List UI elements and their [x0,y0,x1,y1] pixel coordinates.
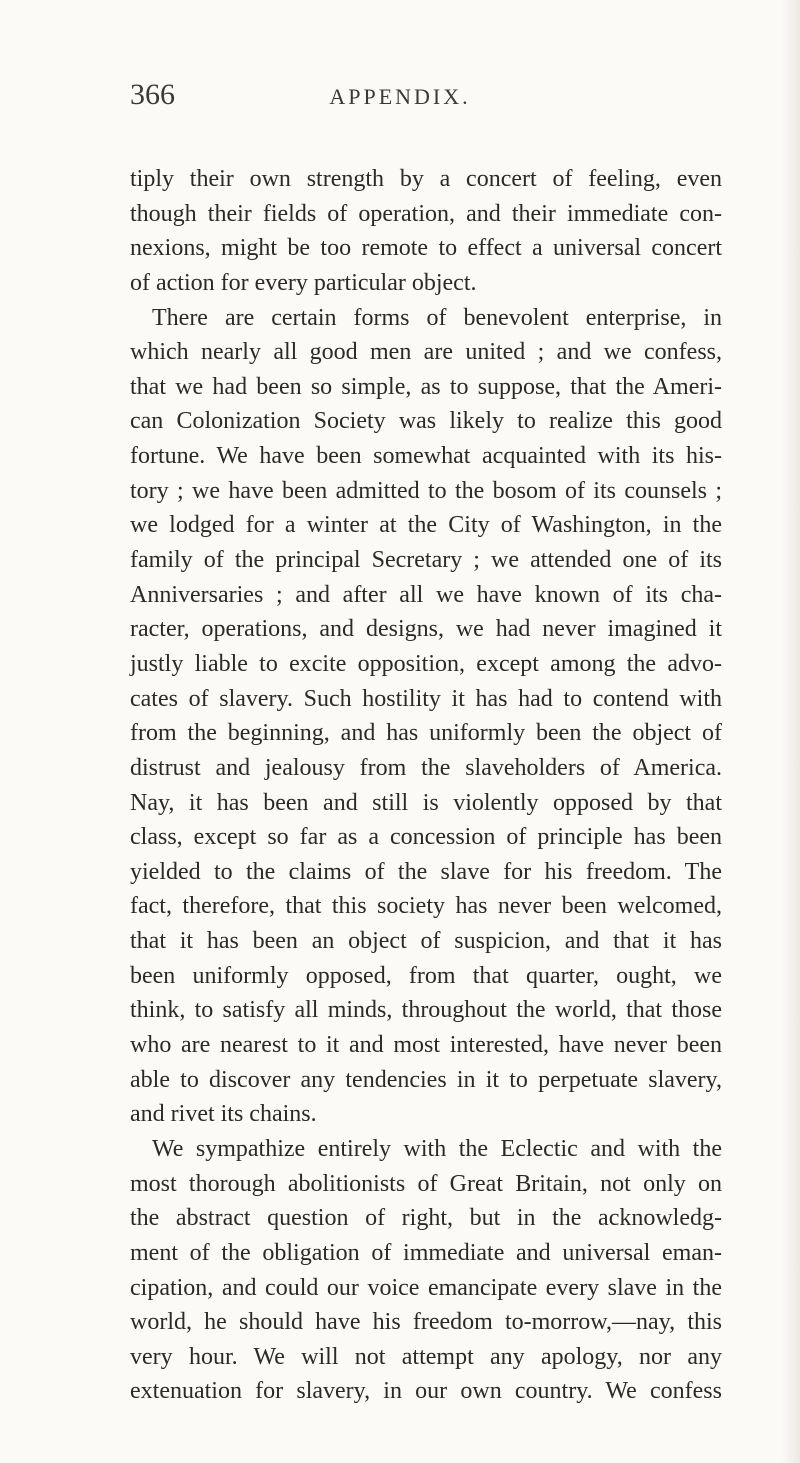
text-line: we lodged for a winter at the City of Washington, in the [130,512,722,539]
text-line: which nearly all good men are united ; and we confess, [130,339,722,366]
text-line: fact, therefore, that this society has never been welcomed, [130,893,722,920]
text-line: We sympathize entirely with the Eclectic and with the [152,1135,722,1162]
text-line: of action for every particular object. [130,269,477,296]
text-line: extenuation for slavery, in our own country. We confess [130,1378,722,1405]
text-line: cates of slavery. Such hostility it has had to contend with [130,685,722,712]
text-line: ment of the obligation of immediate and universal eman- [130,1239,722,1266]
text-line: been uniformly opposed, from that quarter, ought, we [130,962,722,989]
text-line: nexions, might be too remote to effect a universal concert [130,235,722,262]
text-line: who are nearest to it and most interested, have never been [130,1032,722,1059]
text-line: tory ; we have been admitted to the bosom of its counsels ; [130,477,722,504]
text-line: think, to satisfy all minds, throughout the world, that those [130,997,722,1024]
text-line: racter, operations, and designs, we had never imagined it [130,616,722,643]
text-line: There are certain forms of benevolent enterprise, in [152,304,722,331]
running-head: APPENDIX. [329,84,471,109]
text-line: family of the principal Secretary ; we attended one of its [130,547,722,574]
text-line: from the beginning, and has uniformly been the object of [130,720,722,747]
text-line: fortune. We have been somewhat acquainted with its his- [130,443,722,470]
text-line: world, he should have his freedom to-morrow,—nay, this [130,1309,722,1336]
text-line: though their fields of operation, and their immediate con- [130,200,722,227]
text-line: Anniversaries ; and after all we have known of its cha- [130,581,722,608]
text-line: yielded to the claims of the slave for his freedom. The [130,858,722,885]
text-line: the abstract question of right, but in the acknowledg- [130,1205,722,1232]
text-line: most thorough abolitionists of Great Britain, not only on [130,1170,722,1197]
text-line: that it has been an object of suspicion, and that it has [130,928,722,955]
text-line: and rivet its chains. [130,1101,317,1128]
page-edge-shadow [782,0,800,1463]
text-line: can Colonization Society was likely to realize this good [130,408,722,435]
text-line: class, except so far as a concession of principle has been [130,824,722,851]
text-line: very hour. We will not attempt any apology, nor any [130,1343,722,1370]
text-line: justly liable to excite opposition, except among the advo- [130,650,722,677]
text-line: able to discover any tendencies in it to perpetuate slavery, [130,1066,722,1093]
page-number: 366 [130,78,175,111]
text-line: distrust and jealousy from the slaveholders of America. [130,754,722,781]
text-line: Nay, it has been and still is violently opposed by that [130,789,722,816]
text-line: tiply their own strength by a concert of feeling, even [130,166,722,192]
body-text [130,162,722,1409]
text-line: cipation, and could our voice emancipate every slave in the [130,1274,722,1301]
text-line: that we had been so simple, as to suppose, that the Ameri- [130,373,722,400]
